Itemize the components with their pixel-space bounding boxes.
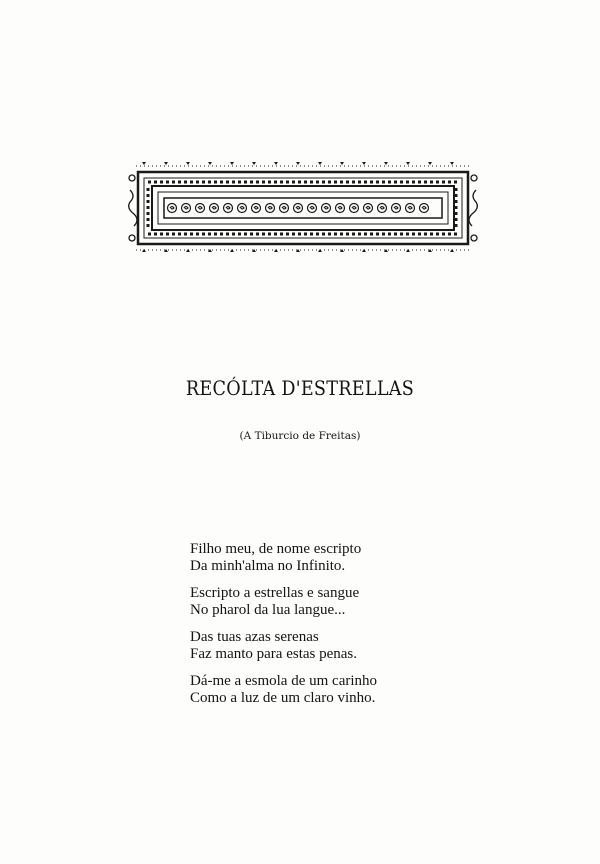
poem-line: Das tuas azas serenas — [190, 629, 319, 645]
poem-stanza — [190, 541, 470, 575]
poem-stanza — [190, 673, 470, 707]
poem-line: Da minh'alma no Infinito. — [190, 558, 346, 574]
poem-title: RECÓLTA D'ESTRELLAS — [185, 376, 415, 400]
poem-body — [190, 541, 470, 717]
poem-stanza — [190, 629, 470, 663]
ornamental-headpiece-icon — [128, 160, 478, 254]
poem-stanza — [190, 585, 470, 619]
poem-dedication: (A Tiburcio de Freitas) — [239, 430, 361, 442]
poem-line: Dá-me a esmola de um carinho — [190, 673, 378, 689]
poem-line: No pharol da lua langue... — [190, 602, 346, 618]
poem-line: Escripto a estrellas e sangue — [190, 585, 360, 601]
poem-line: Como a luz de um claro vinho. — [190, 690, 376, 706]
poem-line: Filho meu, de nome escripto — [190, 541, 362, 557]
poem-line: Faz manto para estas penas. — [190, 646, 358, 662]
